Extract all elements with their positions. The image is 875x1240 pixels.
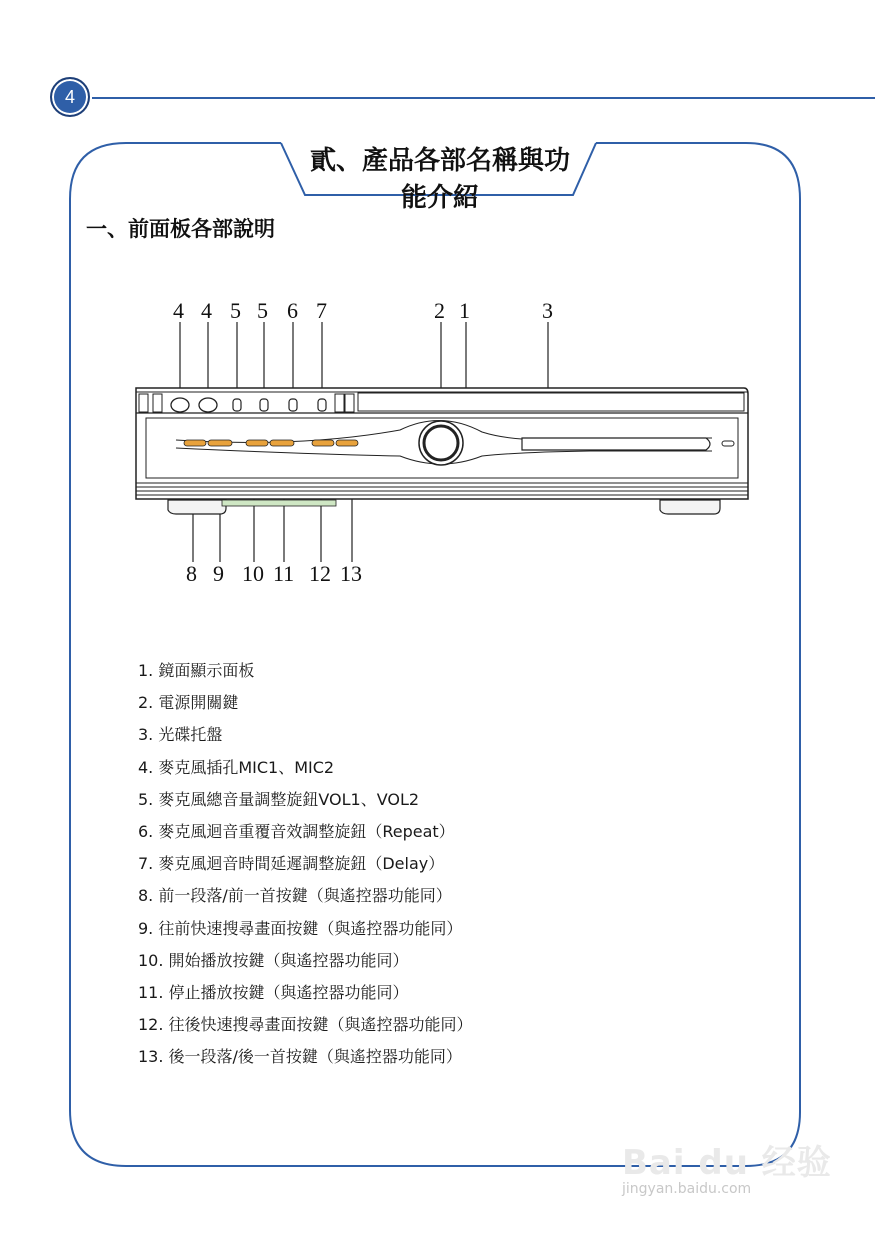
mic-jack-2 — [199, 398, 217, 412]
prev-button — [184, 440, 206, 446]
mic-jack-1 — [171, 398, 189, 412]
callout-label: 3 — [542, 298, 553, 323]
list-item: 10. 開始播放按鍵（與遙控器功能同） — [138, 950, 409, 970]
list-item: 3. 光碟托盤 — [138, 725, 223, 745]
stop-button — [270, 440, 294, 446]
section-heading: 一、前面板各部說明 — [86, 217, 275, 241]
callout-label: 10 — [242, 561, 264, 586]
play-button — [246, 440, 268, 446]
callout-label: 12 — [309, 561, 331, 586]
display-window — [358, 393, 744, 411]
list-item: 7. 麥克風迴音時間延遲調整旋鈕（Delay） — [138, 854, 445, 874]
watermark-logo: Bai du 经验 — [622, 1143, 832, 1183]
list-item: 4. 麥克風插孔MIC1、MIC2 — [138, 757, 335, 777]
power-button — [424, 426, 458, 460]
disc-tray — [522, 438, 710, 450]
list-item: 8. 前一段落/前一首按鍵（與遙控器功能同） — [138, 886, 452, 906]
page-number-badge: 4 — [50, 77, 90, 117]
callout-label: 4 — [173, 298, 184, 323]
bottom-green-strip — [222, 500, 336, 506]
callout-label: 13 — [340, 561, 362, 586]
watermark-url: jingyan.baidu.com — [622, 1181, 752, 1197]
parts-list — [138, 655, 473, 1073]
left-foot — [168, 500, 226, 514]
callout-label: 8 — [186, 561, 197, 586]
callout-label: 9 — [213, 561, 224, 586]
callout-label: 4 — [201, 298, 212, 323]
callout-label: 1 — [459, 298, 470, 323]
repeat-knob — [289, 399, 297, 411]
list-item: 13. 後一段落/後一首按鍵（與遙控器功能同） — [138, 1047, 462, 1067]
right-foot — [660, 500, 720, 514]
callout-label: 5 — [230, 298, 241, 323]
callout-label: 7 — [316, 298, 327, 323]
list-item: 12. 往後快速搜尋畫面按鍵（與遙控器功能同） — [138, 1015, 473, 1035]
indicator-led — [722, 441, 734, 446]
list-item: 5. 麥克風總音量調整旋鈕VOL1、VOL2 — [138, 789, 420, 809]
list-item: 1. 鏡面顯示面板 — [138, 661, 255, 680]
callout-label: 2 — [434, 298, 445, 323]
page-title: 貳、產品各部名稱與功能介紹 — [309, 146, 570, 213]
rewind-button — [208, 440, 232, 446]
vol-knob-2 — [260, 399, 268, 411]
list-item: 2. 電源開關鍵 — [138, 693, 239, 713]
list-item: 9. 往前快速搜尋畫面按鍵（與遙控器功能同） — [138, 918, 463, 938]
forward-button — [312, 440, 334, 446]
list-item: 11. 停止播放按鍵（與遙控器功能同） — [138, 982, 409, 1002]
list-item: 6. 麥克風迴音重覆音效調整旋鈕（Repeat） — [138, 821, 455, 841]
callout-label: 5 — [257, 298, 268, 323]
callout-label: 11 — [273, 561, 295, 586]
next-button — [336, 440, 358, 446]
delay-knob — [318, 399, 326, 411]
vol-knob-1 — [233, 399, 241, 411]
callout-label: 6 — [287, 298, 298, 323]
